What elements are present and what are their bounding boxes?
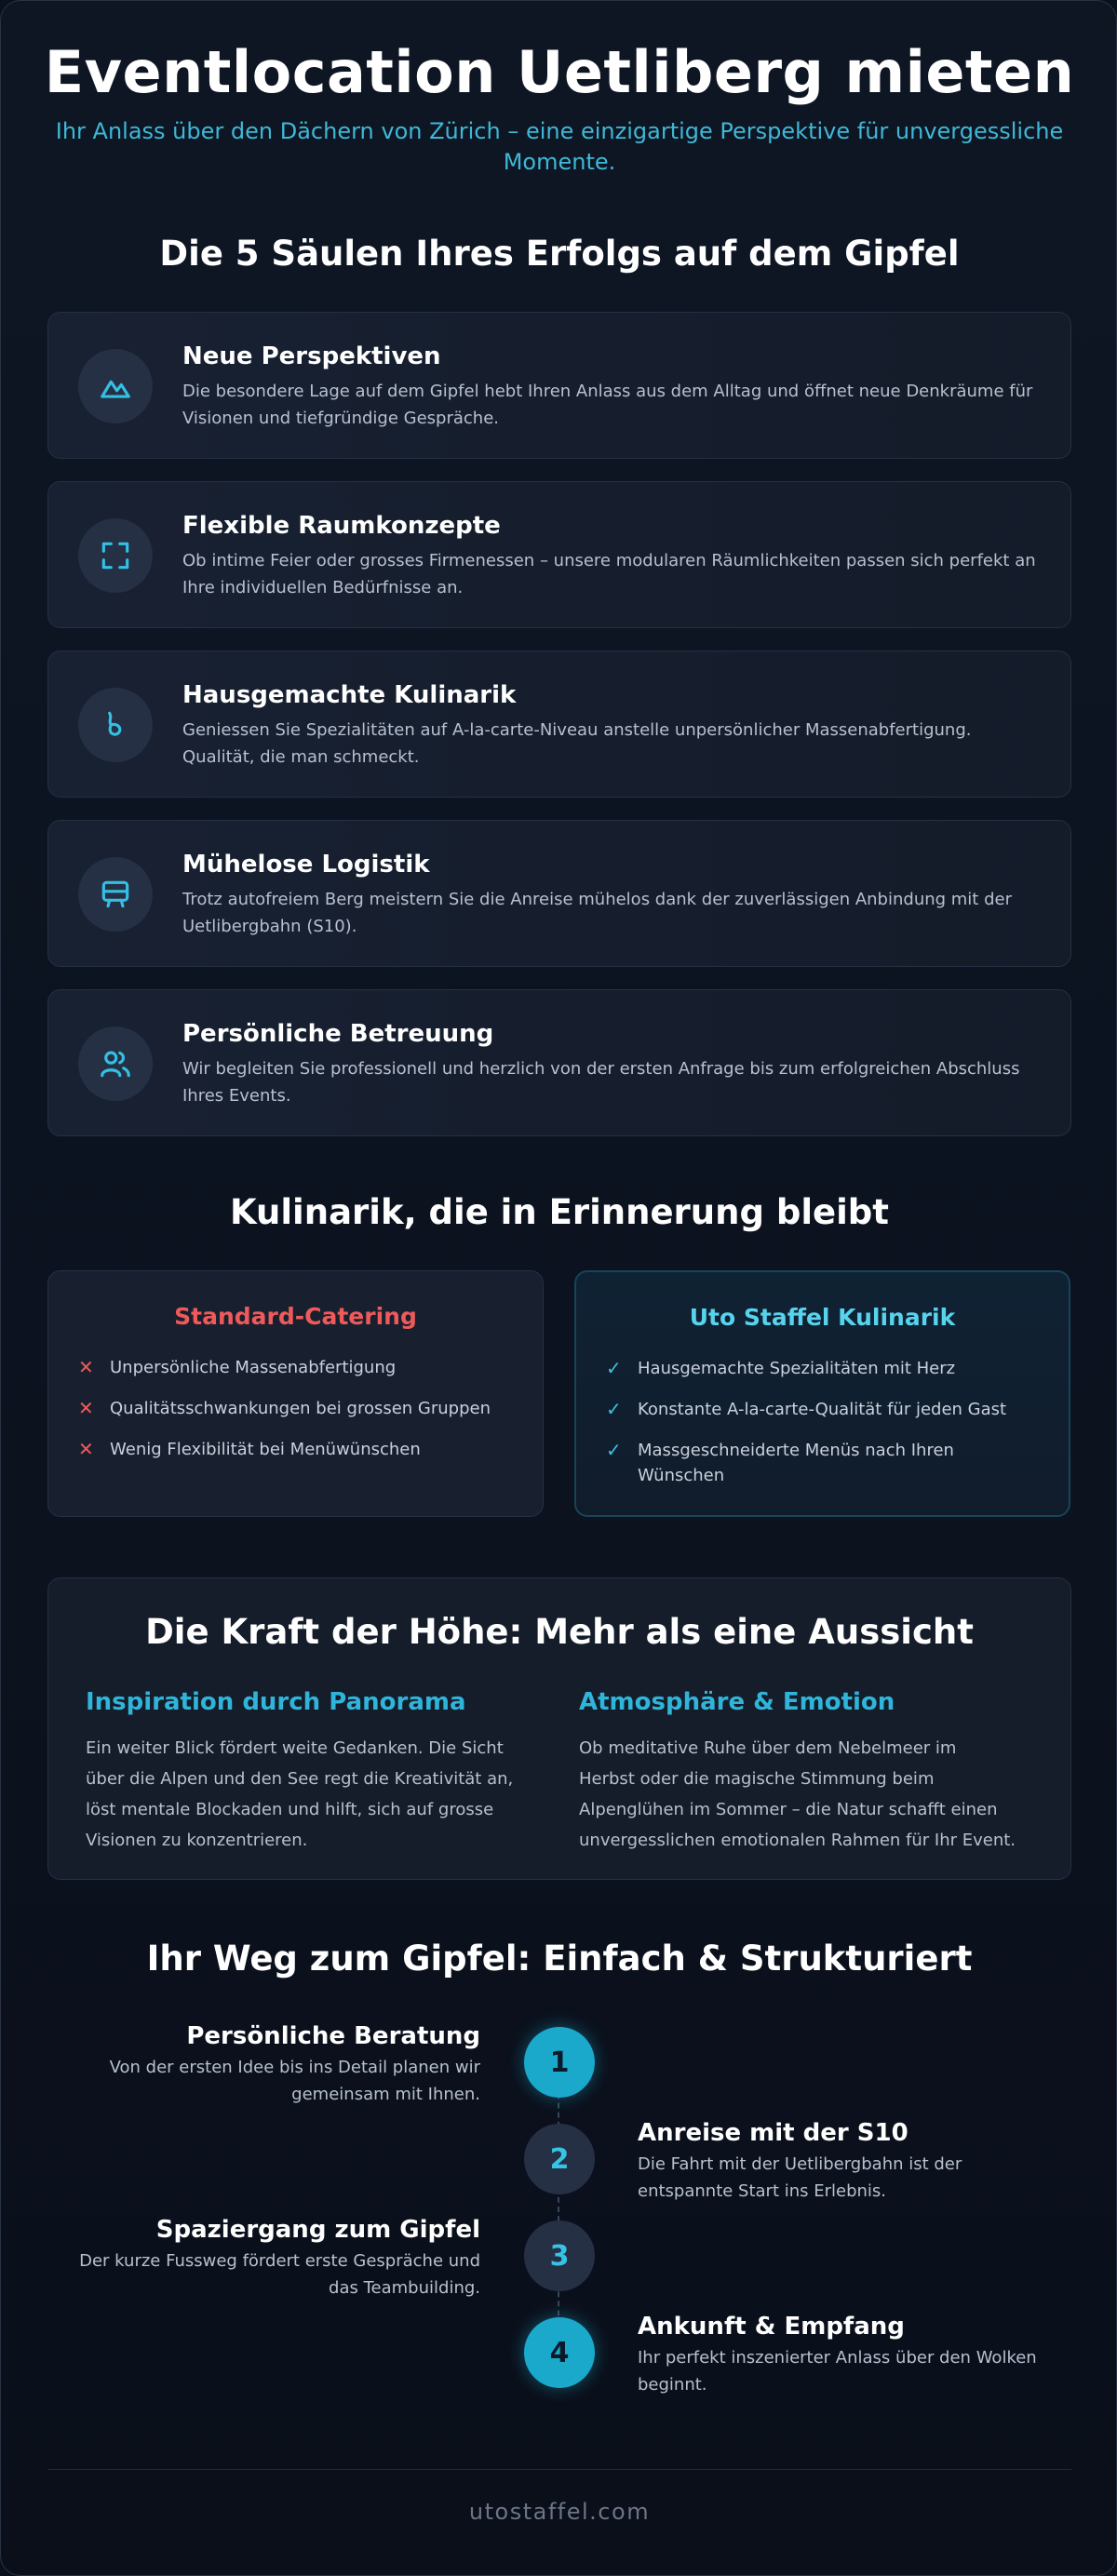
pillar-card-rooms bbox=[47, 481, 1071, 628]
footer-domain-link[interactable]: utostaffel.com bbox=[468, 2499, 651, 2525]
mountain-icon bbox=[78, 349, 153, 423]
pillar-description: Wir begleiten Sie professionell und herzlich von der ersten Anfrage bis zum erfolgreichen Abschluss Ihres Events. bbox=[182, 1059, 1020, 1106]
pillar-description: Ob intime Feier oder grosses Firmenessen – unsere modularen Räumlichkeiten passen sich perfekt an Ihre individuellen Bedürfnisse an. bbox=[182, 551, 1036, 597]
check-icon: ✓ bbox=[606, 1439, 622, 1461]
x-icon: ✕ bbox=[78, 1397, 94, 1419]
pillar-description: Trotz autofreiem Berg meistern Sie die Anreise mühelos dank der zuverlässigen Anbindung mit der Uetlibergbahn (S10). bbox=[182, 890, 1012, 936]
standard-catering-title: Standard-Catering bbox=[174, 1303, 417, 1330]
users-icon bbox=[78, 1026, 153, 1101]
list-item: ✓ Hausgemachte Spezialitäten mit Herz bbox=[606, 1357, 956, 1379]
standard-catering-list bbox=[78, 1355, 516, 1478]
pillar-card-perspectives bbox=[47, 312, 1071, 459]
atmosphere-text: Ob meditative Ruhe über dem Nebelmeer im Herbst oder die magische Stimmung beim Alpenglühen im Sommer – die Natur schafft einen unvergesslichen emotionalen Rahmen für Ihr Event. bbox=[579, 1738, 1016, 1850]
page-subtitle: Ihr Anlass über den Dächern von Zürich – eine einzigartige Perspektive für unvergessliche Momente. bbox=[55, 118, 1064, 175]
chef-hat-icon bbox=[78, 688, 153, 762]
list-item: ✕ Qualitätsschwankungen bei grossen Gruppen bbox=[78, 1397, 491, 1419]
step-title: Persönliche Beratung bbox=[186, 2022, 480, 2050]
step-title: Ankunft & Empfang bbox=[638, 2313, 905, 2341]
timeline-step bbox=[71, 2216, 480, 2301]
check-icon: ✓ bbox=[606, 1398, 622, 1420]
uto-catering-card bbox=[574, 1270, 1070, 1517]
timeline-connector bbox=[558, 2065, 559, 2354]
step-number-badge: 1 bbox=[524, 2027, 595, 2098]
step-number-badge: 3 bbox=[524, 2220, 595, 2291]
pillar-title: Persönliche Betreuung bbox=[182, 1020, 494, 1048]
timeline-section-title: Ihr Weg zum Gipfel: Einfach & Strukturiert bbox=[146, 1939, 973, 1979]
pillar-card-support bbox=[47, 989, 1071, 1136]
train-icon bbox=[78, 857, 153, 932]
inspiration-column bbox=[86, 1688, 523, 1856]
pillar-card-logistics bbox=[47, 820, 1071, 967]
pillar-card-culinary bbox=[47, 651, 1071, 798]
list-item: ✕ Wenig Flexibilität bei Menüwünschen bbox=[78, 1438, 421, 1460]
step-number-badge: 2 bbox=[524, 2124, 595, 2194]
pillars-section-title: Die 5 Säulen Ihres Erfolgs auf dem Gipfel bbox=[159, 234, 960, 274]
pillar-title: Hausgemachte Kulinarik bbox=[182, 681, 517, 709]
pillar-title: Mühelose Logistik bbox=[182, 851, 430, 879]
page-title: Eventlocation Uetliberg mieten bbox=[44, 38, 1075, 106]
step-description: Der kurze Fussweg fördert erste Gespräche und das Teambuilding. bbox=[79, 2251, 480, 2298]
list-item: ✓ Massgeschneiderte Menüs nach Ihren Wünschen bbox=[606, 1439, 954, 1485]
inspiration-title: Inspiration durch Panorama bbox=[86, 1688, 466, 1716]
power-section-title: Die Kraft der Höhe: Mehr als eine Aussicht bbox=[145, 1612, 974, 1652]
uto-catering-list bbox=[606, 1356, 1043, 1504]
timeline-step bbox=[638, 2119, 1047, 2205]
step-title: Anreise mit der S10 bbox=[638, 2119, 908, 2147]
list-item: ✕ Unpersönliche Massenabfertigung bbox=[78, 1356, 397, 1378]
pillar-title: Neue Perspektiven bbox=[182, 342, 441, 370]
check-icon: ✓ bbox=[606, 1357, 622, 1379]
culinary-section-title: Kulinarik, die in Erinnerung bleibt bbox=[230, 1192, 889, 1232]
footer-divider bbox=[47, 2469, 1071, 2470]
x-icon: ✕ bbox=[78, 1438, 94, 1460]
list-item: ✓ Konstante A-la-carte-Qualität für jeden Gast bbox=[606, 1398, 1007, 1420]
standard-catering-card bbox=[47, 1270, 544, 1517]
timeline-step bbox=[638, 2313, 1047, 2398]
step-number-badge: 4 bbox=[524, 2317, 595, 2388]
step-description: Die Fahrt mit der Uetlibergbahn ist der entspannte Start ins Erlebnis. bbox=[638, 2154, 962, 2201]
power-of-height-card bbox=[47, 1577, 1071, 1880]
inspiration-text: Ein weiter Blick fördert weite Gedanken. Die Sicht über die Alpen und den See regt die Kreativität an, löst mentale Blockaden und hilft, sich auf grosse Visionen zu konzentrieren. bbox=[86, 1738, 514, 1850]
pillar-description: Die besondere Lage auf dem Gipfel hebt Ihren Anlass aus dem Alltag und öffnet neue Denkräume für Visionen und tiefgründige Gespräche. bbox=[182, 382, 1033, 428]
atmosphere-title: Atmosphäre & Emotion bbox=[579, 1688, 895, 1716]
x-icon: ✕ bbox=[78, 1356, 94, 1378]
expand-icon bbox=[78, 518, 153, 593]
step-title: Spaziergang zum Gipfel bbox=[155, 2216, 480, 2244]
pillar-title: Flexible Raumkonzepte bbox=[182, 512, 501, 540]
pillar-description: Geniessen Sie Spezialitäten auf A-la-carte-Niveau anstelle unpersönlicher Massenabfertigung. Qualität, die man schmeckt. bbox=[182, 720, 972, 767]
timeline-step bbox=[71, 2022, 480, 2108]
atmosphere-column bbox=[579, 1688, 1016, 1856]
uto-catering-title: Uto Staffel Kulinarik bbox=[689, 1304, 956, 1331]
step-description: Ihr perfekt inszenierter Anlass über den Wolken beginnt. bbox=[638, 2348, 1037, 2395]
step-description: Von der ersten Idee bis ins Detail planen wir gemeinsam mit Ihnen. bbox=[109, 2058, 480, 2104]
